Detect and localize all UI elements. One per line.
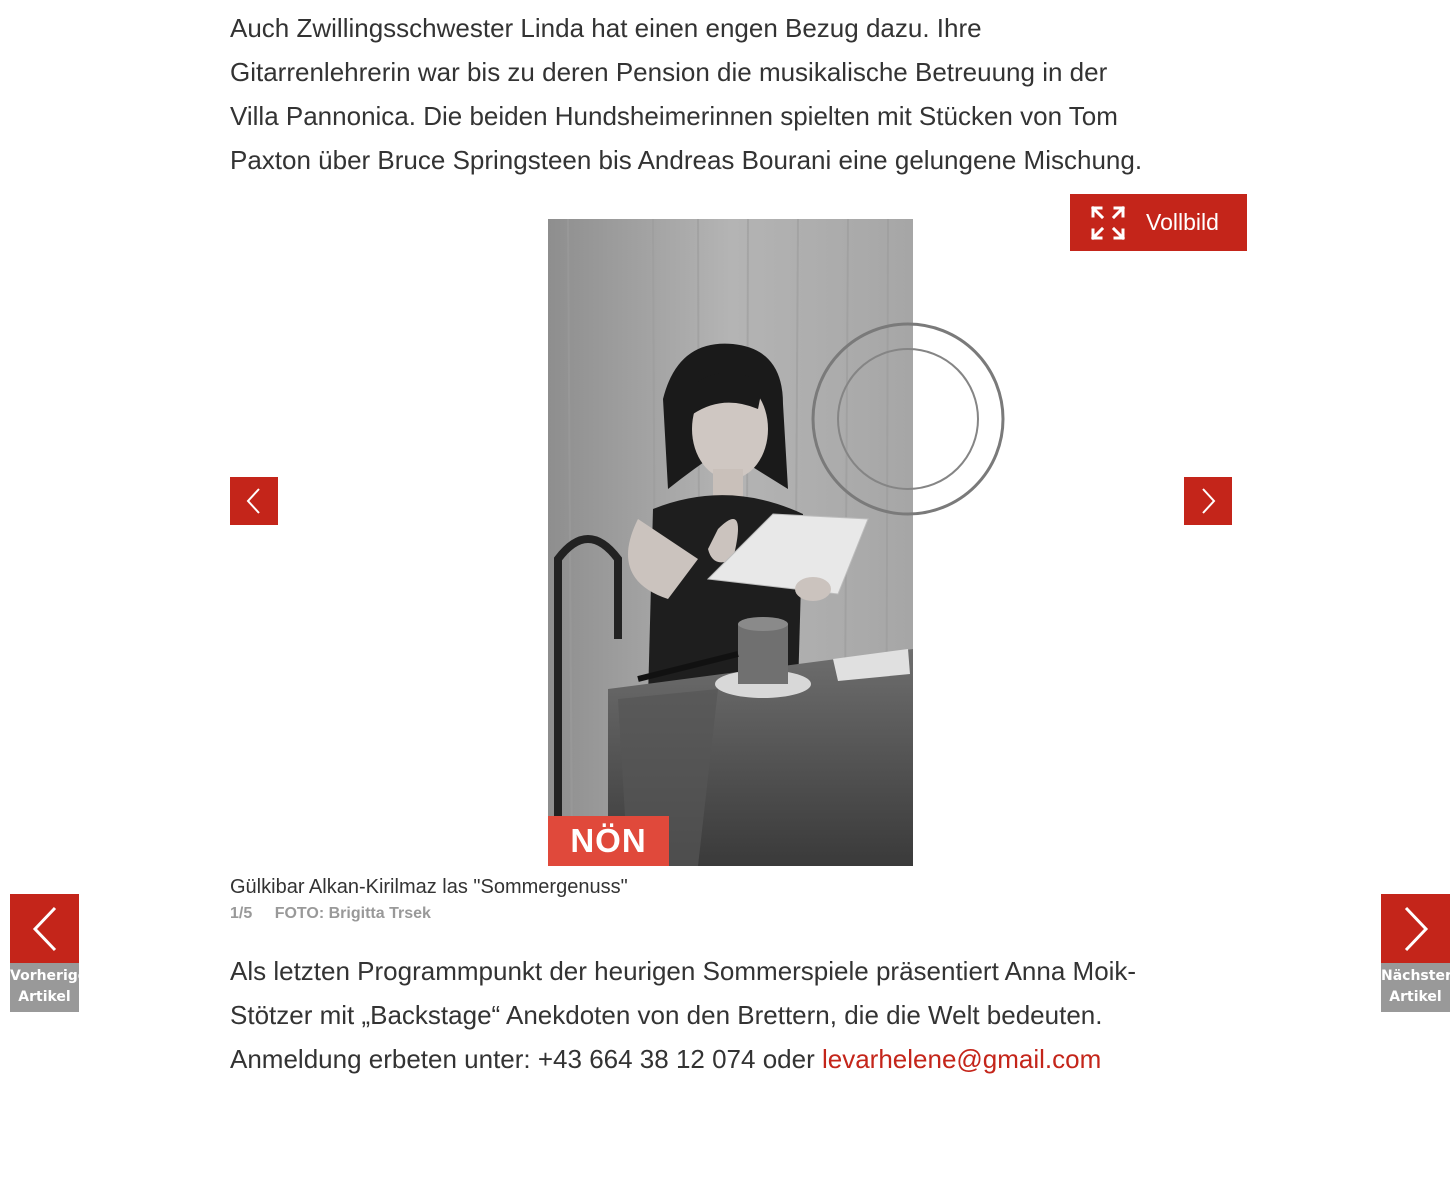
gallery-next-button[interactable] xyxy=(1184,477,1232,525)
watermark-logo: NÖN xyxy=(548,816,669,866)
image-counter: 1/5 xyxy=(230,905,253,922)
paragraph-line: Paxton über Bruce Springsteen bis Andreas Bourani eine gelungene Mischung. xyxy=(230,145,1143,175)
next-article-label-line1: Nächster xyxy=(1381,968,1452,984)
next-article-label xyxy=(1381,963,1450,1012)
chevron-right-icon xyxy=(1198,486,1218,516)
fullscreen-label: Vollbild xyxy=(1146,209,1219,235)
gallery-photo[interactable] xyxy=(548,219,913,866)
paragraph-line xyxy=(230,1037,1240,1081)
paragraph-line: Stötzer mit „Backstage“ Anekdoten von den Brettern, die die Welt bedeuten. xyxy=(230,1000,1103,1030)
chevron-right-icon xyxy=(1401,905,1431,953)
photo-credit: FOTO: Brigitta Trsek xyxy=(274,905,431,922)
paragraph-line: Gitarrenlehrerin war bis zu deren Pension die musikalische Betreuung in der xyxy=(230,57,1108,87)
paragraph-line: Auch Zwillingsschwester Linda hat einen engen Bezug dazu. Ihre xyxy=(230,13,982,43)
photo-meta xyxy=(230,905,431,923)
gallery-prev-button[interactable] xyxy=(230,477,278,525)
fullscreen-button[interactable] xyxy=(1070,194,1247,251)
photo-caption: Gülkibar Alkan-Kirilmaz las "Sommergenuss" xyxy=(230,876,628,898)
article-paragraph-bottom xyxy=(230,949,1240,1081)
previous-article-arrow xyxy=(10,894,79,963)
next-article-button[interactable] xyxy=(1381,894,1450,1012)
previous-article-button[interactable] xyxy=(10,894,95,1012)
article-paragraph-top xyxy=(230,6,1240,182)
chevron-left-icon xyxy=(30,905,60,953)
next-article-arrow xyxy=(1381,894,1450,963)
contact-text: Anmeldung erbeten unter: +43 664 38 12 074 oder xyxy=(230,1044,822,1074)
previous-article-label xyxy=(10,963,95,1012)
next-article-label-line2: Artikel xyxy=(1389,989,1442,1005)
chevron-left-icon xyxy=(244,486,264,516)
email-link[interactable]: levarhelene@gmail.com xyxy=(821,1044,1102,1074)
photo-illustration xyxy=(548,219,913,866)
expand-icon xyxy=(1090,205,1126,241)
previous-article-label-line1: Vorheriger xyxy=(10,968,95,984)
paragraph-line: Als letzten Programmpunkt der heurigen Sommerspiele präsentiert Anna Moik- xyxy=(230,956,1137,986)
paragraph-line: Villa Pannonica. Die beiden Hundsheimerinnen spielten mit Stücken von Tom xyxy=(230,101,1118,131)
previous-article-label-line2: Artikel xyxy=(18,989,71,1005)
image-gallery xyxy=(230,194,1247,866)
